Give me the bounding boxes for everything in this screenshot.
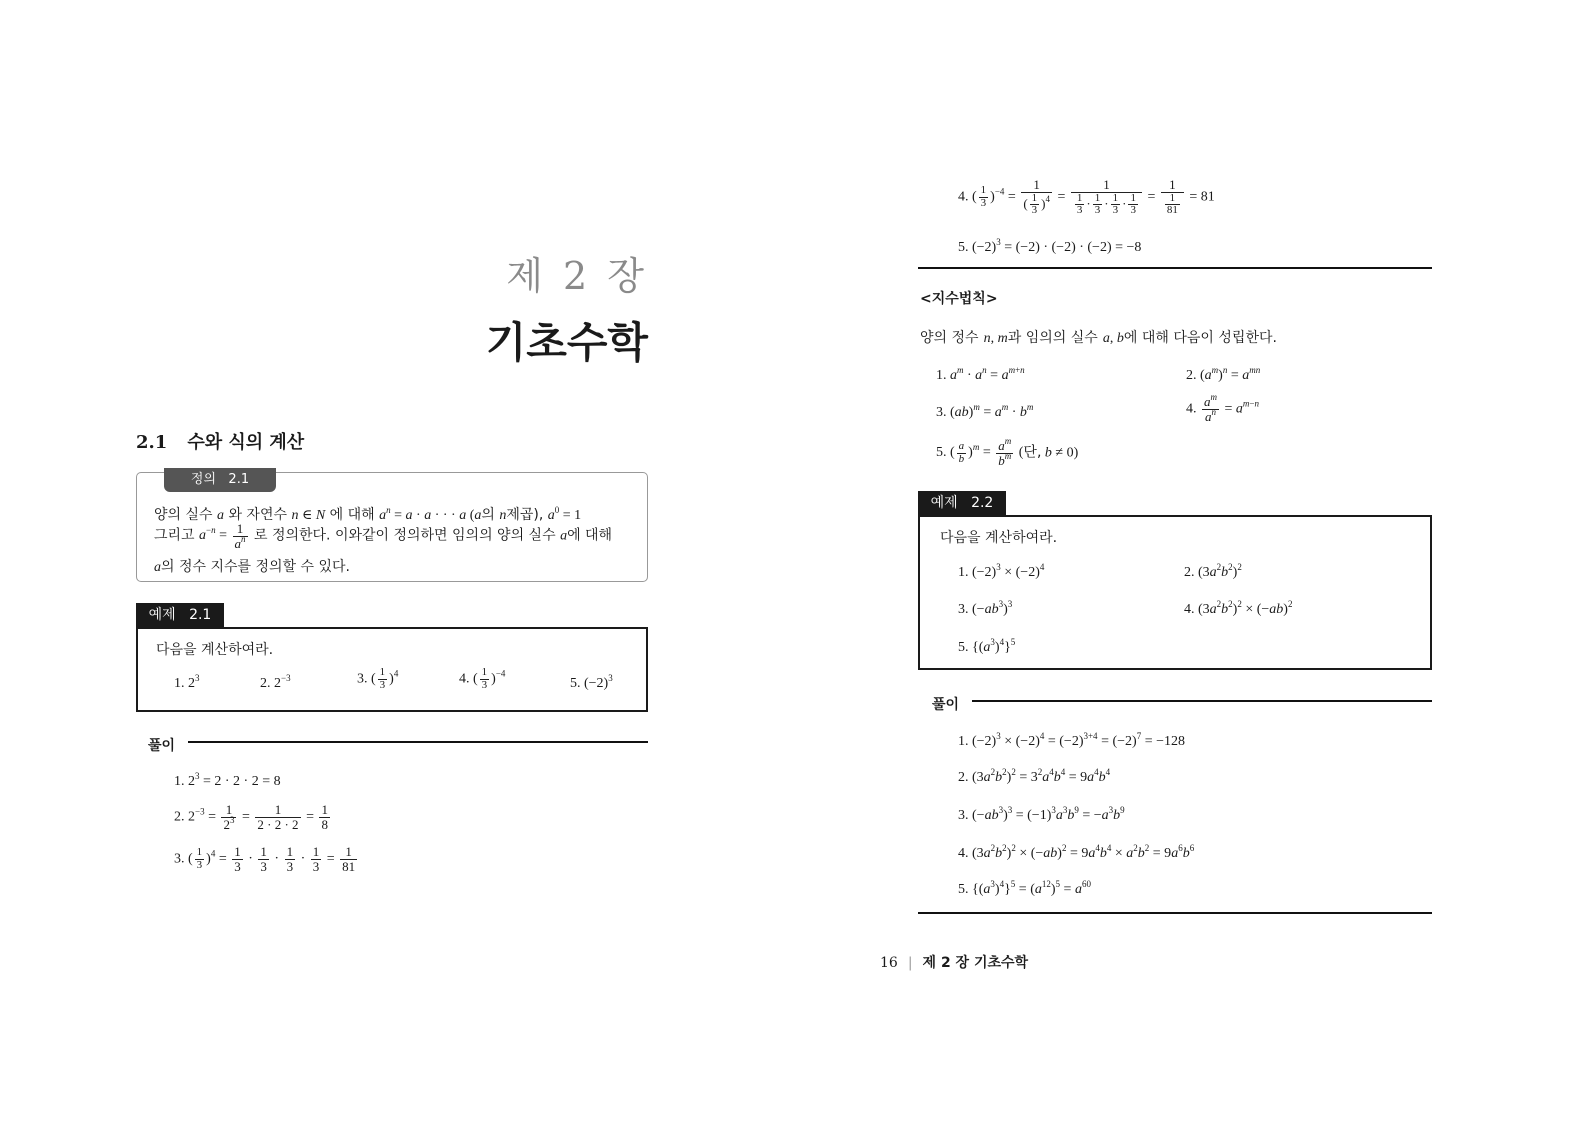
def-text: 에 대해 — [329, 507, 375, 523]
chapter-title: 기초수학 — [485, 318, 648, 367]
solution-item: 5. $\{(a^3)^4\}^5 = (a^{12})^5 = a^{60}$ — [958, 879, 1091, 897]
item-number: 4. — [1186, 401, 1197, 417]
solution-item: 3. ( $\frac{1}{3}$ )$^4$ = $\frac{1}{3}$ · $\frac{1}{3}$ · $\frac{1}{3}$ · $\frac{1}{3}$ = $\frac{1}{81}$ — [174, 844, 356, 874]
solution-item: 2. $(3a^2b^2)^2 = 3^2a^4b^4 = 9a^4b^4$ — [958, 767, 1111, 785]
page-number: 16 — [880, 955, 898, 971]
section-number: 2.1 — [136, 432, 168, 453]
definition-line-3: a의 정수 지수를 정의할 수 있다. — [154, 559, 350, 575]
example-item: 2. $2^{-3}$ — [260, 673, 291, 691]
def-text: 양의 실수 — [154, 507, 213, 523]
solution-item: 1. $(-2)^3 \times (-2)^4 = (-2)^{3+4} = (-2)^7 = -128$ — [958, 731, 1185, 749]
page-footer — [880, 952, 1028, 972]
condition-text: 단, — [1023, 444, 1042, 461]
def-text: 제곱), — [506, 507, 544, 523]
definition-line-1: 양의 실수 a 와 자연수 n ∈ N 에 대해 $a^n = a \cdot a$ · · · a (a의 n제곱), $a^0 = 1$ — [154, 505, 582, 523]
def-text: 로 정의한다. 이와같이 정의하면 임의의 양의 실수 — [253, 527, 556, 544]
solution-end-rule — [918, 267, 1432, 269]
item-number: 5. — [958, 240, 969, 255]
item-number: 1. — [174, 676, 185, 691]
item-number: 1. — [936, 368, 947, 383]
example-item: 4. $(3a^2b^2)^2 \times (-ab)^2$ — [1184, 599, 1293, 617]
solution-item: 4. ( $\frac{1}{3}$ )$^{-4}$ = 1 ( $\frac{1}{3}$ )$^4$ = 1 $\frac{1}{3}$ · $\frac{1}{3}$ · $\frac{1}{3}$ · $\frac{1}{3}$ = $\frac{1}{\frac{1}{81}}$ = 81 — [958, 177, 1215, 217]
solution-item: 2. $2^{-3}$ = $\frac{1}{2^3}$ = $\frac{1}{2 \cdot 2 \cdot 2}$ = $\frac{1}{8}$ — [174, 802, 328, 832]
solution-rule — [188, 741, 648, 743]
intro-text: 양의 정수 — [920, 330, 979, 346]
example-item: 5. $\{(a^3)^4\}^5$ — [958, 637, 1016, 655]
item-number: 5. — [958, 640, 969, 655]
item-number: 4. — [459, 671, 470, 687]
law-item: 3. $(ab)^m = a^m \cdot b^m$ — [936, 402, 1034, 420]
solution-rule — [972, 700, 1432, 702]
example-number: 2.1 — [189, 607, 212, 623]
exponent-laws-title: <지수법칙> — [920, 291, 998, 307]
item-number: 3. — [174, 851, 185, 867]
item-number: 5. — [570, 676, 581, 691]
item-number: 3. — [958, 808, 969, 823]
example-label: 예제 — [148, 607, 176, 623]
item-number: 1. — [958, 565, 969, 580]
example-label: 예제 — [930, 495, 958, 511]
def-text: 와 자연수 — [228, 507, 287, 523]
item-number: 1. — [958, 734, 969, 749]
item-number: 2. — [174, 809, 185, 825]
item-number: 2. — [1184, 565, 1195, 580]
solution-item: 1. $2^3 = 2 \cdot 2 \cdot 2 = 8$ — [174, 771, 281, 789]
intro-text: 에 대해 다음이 성립한다. — [1123, 330, 1277, 346]
definition-label: 정의 — [190, 472, 217, 487]
example-item: 1. $2^3$ — [174, 673, 200, 691]
example-item: 5. $(-2)^3$ — [570, 673, 613, 691]
example-prompt: 다음을 계산하여라. — [940, 530, 1058, 546]
law-item: 4. $\frac{a^m}{a^n}$ = $a^{m-n}$ — [1186, 392, 1259, 424]
footer-separator: | — [907, 955, 913, 971]
law-item: 1. $a^m \cdot a^n = a^{m+n}$ — [936, 365, 1025, 383]
example-tab-2-1 — [136, 603, 224, 627]
item-number: 4. — [958, 846, 969, 861]
item-number: 3. — [936, 405, 947, 420]
item-number: 4. — [1184, 602, 1195, 617]
example-item: 3. ( $\frac{1}{3}$ )$^4$ — [357, 666, 399, 691]
def-text: 의 — [481, 507, 495, 523]
def-text: 에 대해 — [567, 527, 613, 544]
item-number: 5. — [958, 882, 969, 897]
intro-text: 과 임의의 실수 — [1007, 330, 1098, 346]
item-number: 2. — [1186, 368, 1197, 383]
example-item: 1. $(-2)^3 \times (-2)^4$ — [958, 562, 1045, 580]
solution-label: 풀이 — [148, 738, 176, 754]
example-prompt: 다음을 계산하여라. — [156, 642, 274, 658]
example-item: 4. ( $\frac{1}{3}$ )$^{-4}$ — [459, 666, 506, 691]
footer-chapter: 제 2 장 기초수학 — [922, 955, 1029, 971]
section-title: 수와 식의 계산 — [187, 432, 305, 453]
definition-number: 2.1 — [228, 472, 250, 487]
example-tab-2-2 — [918, 491, 1006, 515]
item-number: 3. — [958, 602, 969, 617]
solution-item: 3. $(-ab^3)^3 = (-1)^3a^3b^9 = -a^3b^9$ — [958, 805, 1125, 823]
example-number: 2.2 — [971, 495, 994, 511]
definition-line-2: 그리고 $a^{-n}$ = $\frac{1}{a^n}$ 로 정의한다. 이와같이 정의하면 임의의 양의 실수 a에 대해 — [154, 521, 613, 551]
definition-tab — [164, 468, 276, 492]
item-number: 1. — [174, 774, 185, 789]
item-number: 3. — [357, 671, 368, 687]
solution-item: 4. $(3a^2b^2)^2 \times (-ab)^2 = 9a^4b^4 \times a^2b^2 = 9a^6b^6$ — [958, 843, 1195, 861]
item-number: 4. — [958, 189, 969, 205]
exponent-laws-intro: 양의 정수 n, m과 임의의 실수 a, b에 대해 다음이 성립한다. — [920, 330, 1277, 346]
example-item: 3. $(-ab^3)^3$ — [958, 599, 1013, 617]
item-number: 5. — [936, 445, 947, 461]
section-heading — [136, 428, 304, 454]
law-item: 2. $(a^m)^n = a^{mn}$ — [1186, 365, 1261, 383]
solution-item: 5. $(-2)^3 = (-2) \cdot (-2) \cdot (-2) = -8$ — [958, 237, 1142, 255]
def-text: 그리고 — [154, 527, 195, 544]
solution-end-rule — [918, 912, 1432, 914]
item-number: 2. — [958, 770, 969, 785]
solution-label: 풀이 — [932, 697, 960, 713]
chapter-number: 제 2 장 — [506, 254, 648, 298]
example-item: 2. $(3a^2b^2)^2$ — [1184, 562, 1242, 580]
def-text: 의 정수 지수를 정의할 수 있다. — [161, 559, 350, 575]
item-number: 2. — [260, 676, 271, 691]
law-item: 5. ( $\frac{a}{b}$ )$^m$ = $\frac{a^m}{b^m}$ (단, b ≠ 0) — [936, 436, 1079, 468]
